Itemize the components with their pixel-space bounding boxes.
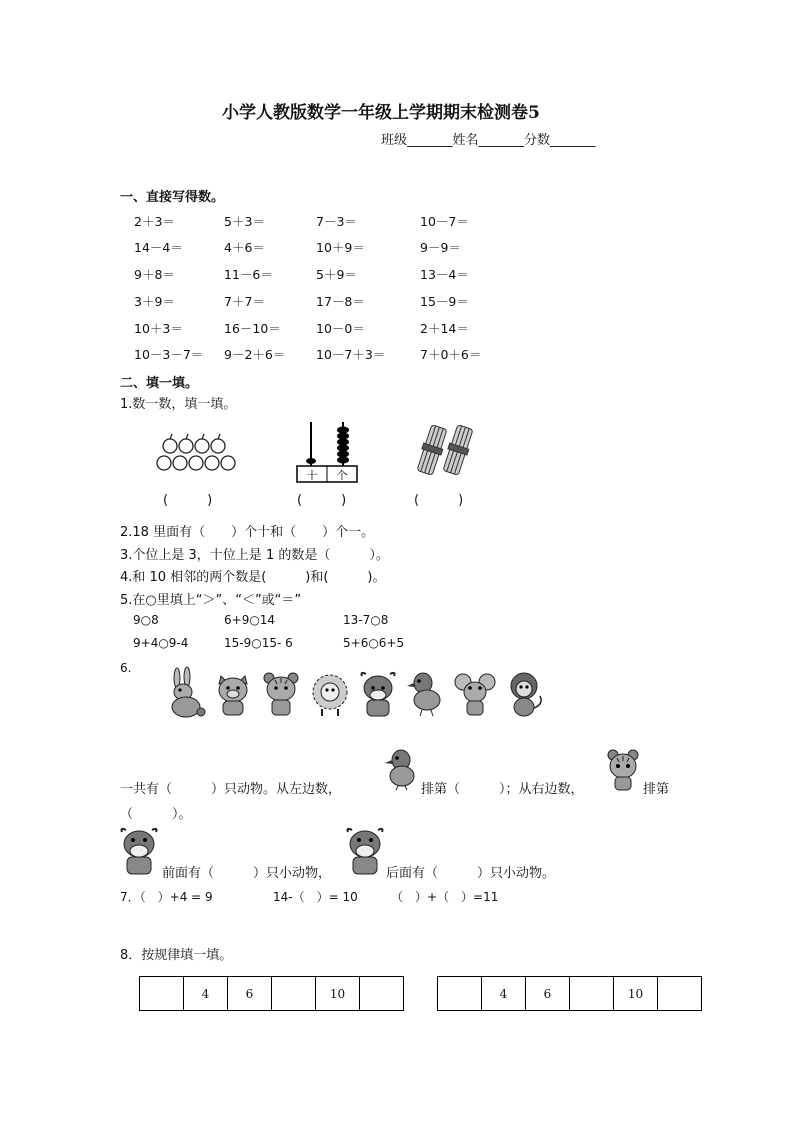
calc-item: 10－3－7＝: [134, 347, 204, 362]
apples-image: [150, 428, 250, 478]
calc-item: 2＋3＝: [134, 214, 175, 229]
calc-item: 10＋3＝: [134, 321, 183, 336]
q8-sequence-table-1: [139, 976, 404, 1011]
tiger-icon: [259, 668, 303, 718]
seq1-cell[interactable]: [140, 977, 184, 1011]
seq2-cell[interactable]: [438, 977, 482, 1011]
calc-item: 9＋8＝: [134, 267, 175, 282]
student-info-line: 班级_______姓名_______分数_______: [381, 133, 596, 148]
seq2-cell: 4: [482, 977, 526, 1011]
q6-line3-a: 前面有（ ）只小动物，: [162, 866, 332, 881]
calc-item: 14－4＝: [134, 240, 183, 255]
q6-line2: （ ）。: [120, 807, 192, 822]
pig-icon: [211, 668, 255, 718]
seq2-cell[interactable]: [658, 977, 702, 1011]
q7-a: 7．（ ）+4 = 9: [120, 890, 213, 904]
q5-text: 5.在○里填上“＞”、“＜”或“＝”: [120, 593, 302, 608]
q1-blank-apples[interactable]: ( ): [163, 493, 213, 508]
q7-b: 14-（ ）= 10: [273, 890, 358, 904]
stick-bundles-image: [412, 424, 478, 476]
sheep-icon: [308, 668, 352, 718]
q4-text: 4.和 10 相邻的两个数是( )和( )。: [120, 570, 386, 585]
ox-icon: [118, 826, 160, 876]
compare-item: 15-9○15- 6: [224, 636, 293, 650]
abacus-ones-label: 个: [336, 469, 348, 482]
seq1-cell[interactable]: [360, 977, 404, 1011]
calc-item: 5＋3＝: [224, 214, 265, 229]
ox-icon-2: [344, 826, 386, 876]
q6-line3-b: 后面有（ ）只小动物。: [386, 866, 556, 881]
rabbit-icon: [162, 668, 206, 718]
monkey-icon: [502, 668, 546, 718]
calc-item: 2＋14＝: [420, 321, 469, 336]
q1-blank-sticks[interactable]: ( ): [414, 493, 464, 508]
calc-item: 15－9＝: [420, 294, 469, 309]
q6-line1-c: 排第: [643, 782, 670, 797]
calc-item: 5＋9＝: [316, 267, 357, 282]
calc-item: 10－7＝: [420, 214, 469, 229]
q8-sequence-table-2: [437, 976, 702, 1011]
seq1-cell[interactable]: [272, 977, 316, 1011]
calc-item: 7＋7＝: [224, 294, 265, 309]
seq2-cell: 6: [526, 977, 570, 1011]
abacus-image: [295, 418, 360, 484]
tiger-icon: [605, 748, 641, 792]
seq1-cell: 10: [316, 977, 360, 1011]
abacus-tens-label: 十: [306, 469, 318, 482]
calc-item: 7＋0＋6＝: [420, 347, 482, 362]
section2-heading: 二、填一填。: [120, 376, 199, 391]
mouse-icon: [453, 668, 497, 718]
q2-text: 2.18 里面有（ ）个十和（ ）个一。: [120, 525, 375, 540]
chick-icon: [405, 668, 449, 718]
compare-item: 6+9○14: [224, 613, 276, 627]
ox-icon: [356, 668, 400, 718]
compare-item: 9+4○9-4: [133, 636, 189, 650]
q6-label: 6.: [120, 661, 132, 675]
animal-row: [162, 668, 557, 720]
section1-heading: 一、直接写得数。: [120, 190, 225, 205]
compare-item: 9○8: [133, 613, 159, 627]
calc-item: 9－9＝: [420, 240, 461, 255]
q3-text: 3.个位上是 3，十位上是 1 的数是（ ）。: [120, 548, 389, 563]
compare-item: 13-7○8: [343, 613, 389, 627]
calc-item: 10－7＋3＝: [316, 347, 386, 362]
q6-line1-a: 一共有（ ）只动物。从左边数，: [120, 782, 342, 797]
calc-item: 16－10＝: [224, 321, 281, 336]
compare-item: 5+6○6+5: [343, 636, 405, 650]
calc-item: 13－4＝: [420, 267, 469, 282]
page-title: 小学人教版数学一年级上学期期末检测卷5: [222, 103, 540, 123]
seq1-cell: 4: [184, 977, 228, 1011]
chick-icon: [384, 744, 418, 790]
seq1-cell: 6: [228, 977, 272, 1011]
calc-item: 4＋6＝: [224, 240, 265, 255]
calc-item: 3＋9＝: [134, 294, 175, 309]
calc-item: 10＋9＝: [316, 240, 365, 255]
calc-item: 10－0＝: [316, 321, 365, 336]
calc-item: 7－3＝: [316, 214, 357, 229]
seq2-cell: 10: [614, 977, 658, 1011]
q7-c: （ ）+（ ）=11: [391, 890, 499, 904]
calc-item: 9－2＋6＝: [224, 347, 286, 362]
seq2-cell[interactable]: [570, 977, 614, 1011]
q1-blank-abacus[interactable]: ( ): [297, 493, 347, 508]
q1-text: 1.数一数，填一填。: [120, 397, 237, 412]
calc-item: 17－8＝: [316, 294, 365, 309]
q8-text: 8．按规律填一填。: [120, 948, 233, 963]
q6-line1-b: 排第（ ）；从右边数，: [421, 782, 584, 797]
calc-item: 11－6＝: [224, 267, 273, 282]
